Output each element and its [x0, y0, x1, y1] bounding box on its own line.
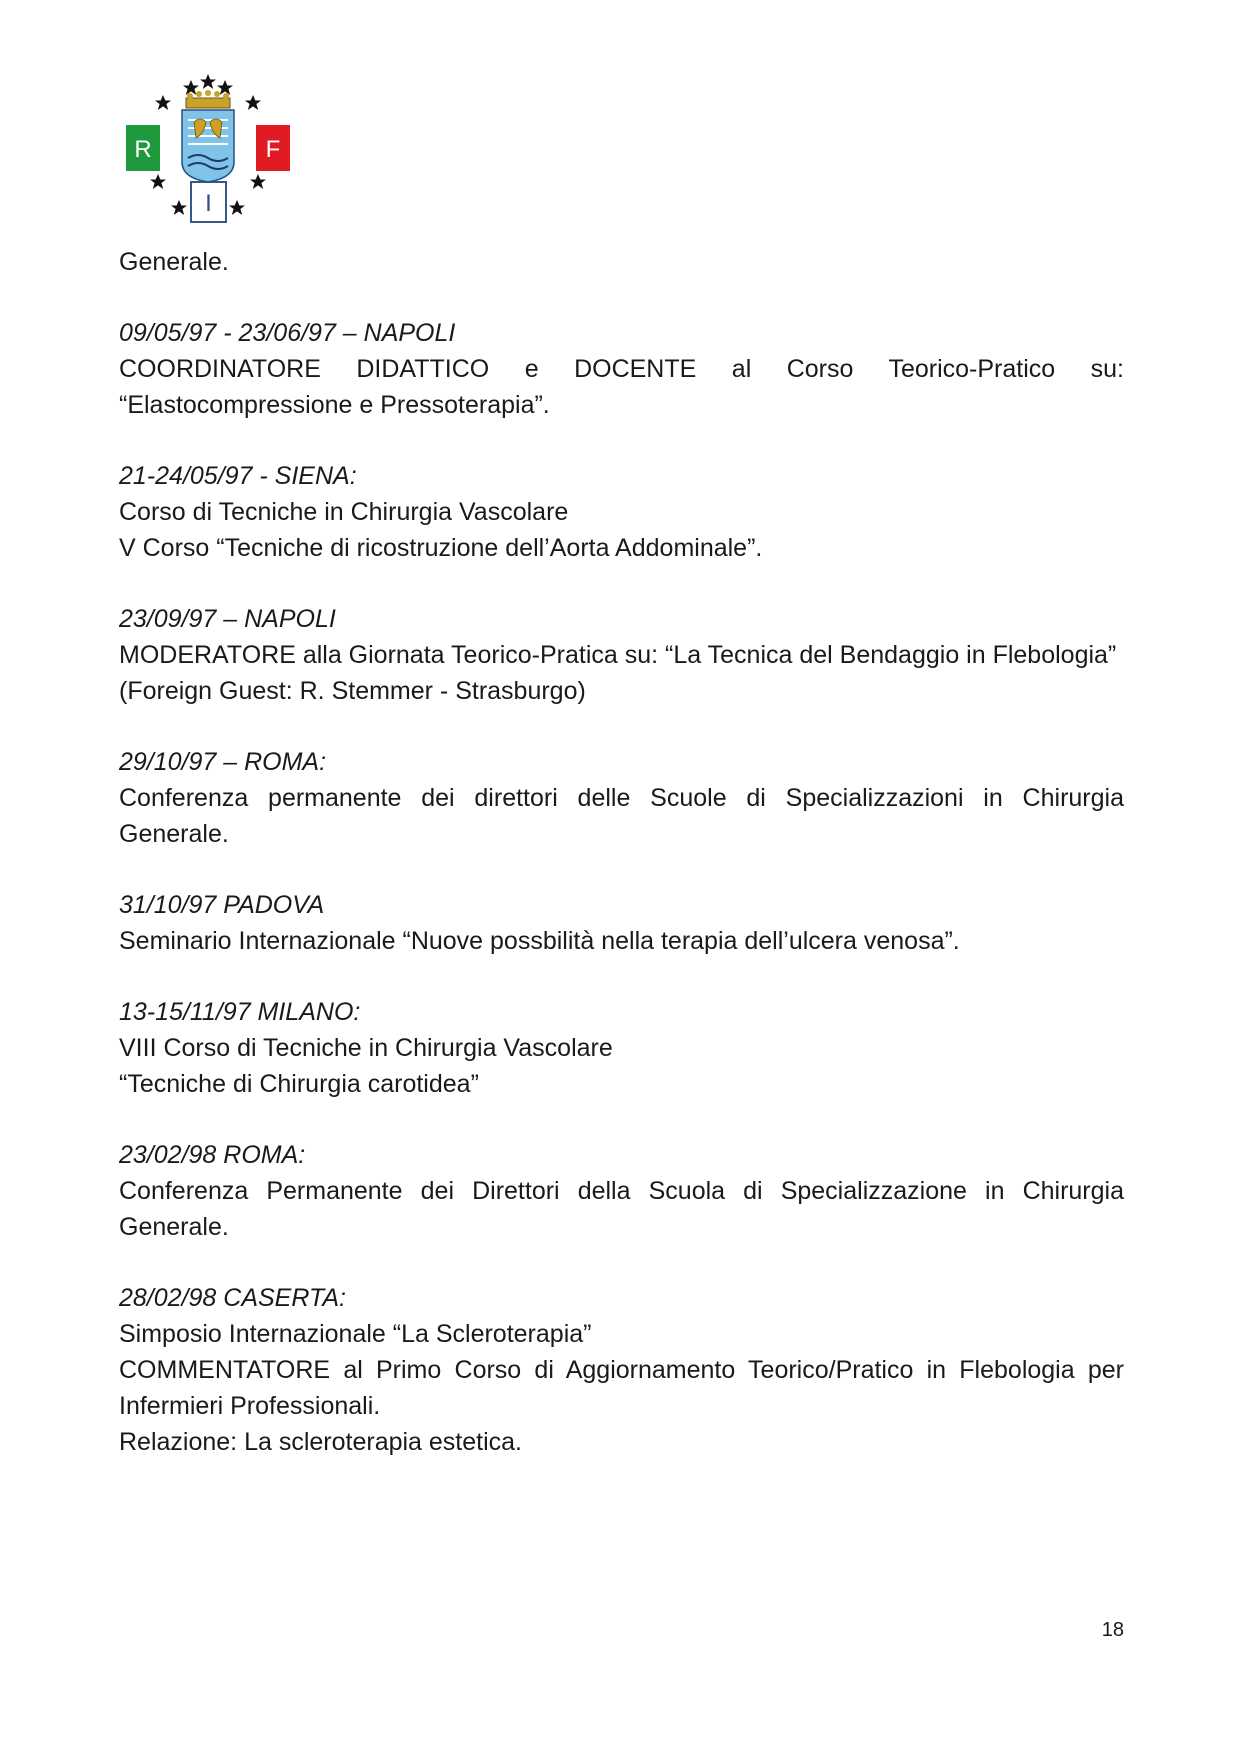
- entry-date: 23/09/97 – NAPOLI: [119, 605, 336, 633]
- continuation-text: Generale.: [119, 248, 229, 276]
- entry-text: Simposio Internazionale “La Scleroterapia”: [119, 1320, 592, 1348]
- entry-text: COMMENTATORE al Primo Corso di Aggiornamento Teorico/Pratico in Flebologia per Infermieri Professionali.: [119, 1356, 1124, 1420]
- entry-date: 23/02/98 ROMA:: [119, 1141, 306, 1169]
- entry-text: (Foreign Guest: R. Stemmer - Strasburgo): [119, 677, 586, 705]
- svg-text:F: F: [265, 136, 281, 163]
- logo-i-square: [191, 182, 226, 222]
- entry-7: [119, 1137, 1124, 1245]
- entry-date: 13-15/11/97 MILANO:: [119, 998, 361, 1026]
- entry-date: 29/10/97 – ROMA:: [119, 748, 327, 776]
- entry-text: Conferenza permanente dei direttori delle Scuole di Specializzazioni in Chirurgia Generale.: [119, 784, 1124, 848]
- crown-icon: [186, 90, 230, 108]
- rfi-logo: [118, 70, 308, 240]
- entry-1: [119, 315, 1124, 423]
- entry-text: Conferenza Permanente dei Direttori della Scuola di Specializzazione in Chirurgia Generale.: [119, 1177, 1124, 1241]
- entry-date: 21-24/05/97 - SIENA:: [119, 462, 357, 490]
- coat-of-arms-shield-icon: [182, 110, 234, 182]
- entry-8: [119, 1280, 1124, 1460]
- entry-4: [119, 744, 1124, 852]
- logo-r-square: [126, 125, 160, 171]
- entry-text: COORDINATORE DIDATTICO e DOCENTE al Corso Teorico-Pratico su: “Elastocompressione e Pressoterapia”.: [119, 355, 1124, 419]
- svg-text:I: I: [205, 190, 212, 217]
- page-number: 18: [1101, 1619, 1124, 1641]
- entry-text: Relazione: La scleroterapia estetica.: [119, 1428, 523, 1456]
- entry-3: [119, 601, 1124, 709]
- entry-text: “Tecniche di Chirurgia carotidea”: [119, 1070, 479, 1098]
- entry-text: Seminario Internazionale “Nuove possbilità nella terapia dell’ulcera venosa”.: [119, 927, 960, 955]
- entry-date: 09/05/97 - 23/06/97 – NAPOLI: [119, 319, 456, 347]
- logo-f-square: [256, 125, 290, 171]
- entry-text: VIII Corso di Tecniche in Chirurgia Vascolare: [119, 1034, 613, 1062]
- svg-text:R: R: [134, 136, 152, 163]
- document-body: [119, 244, 1124, 1460]
- entry-text: Corso di Tecniche in Chirurgia Vascolare: [119, 498, 569, 526]
- entry-5: [119, 887, 1124, 959]
- entry-2: [119, 458, 1124, 566]
- entry-date: 31/10/97 PADOVA: [119, 891, 325, 919]
- entry-text: V Corso “Tecniche di ricostruzione dell’Aorta Addominale”.: [119, 534, 763, 562]
- entry-text: MODERATORE alla Giornata Teorico-Pratica su: “La Tecnica del Bendaggio in Flebologia”: [119, 641, 1117, 669]
- entry-6: [119, 994, 1124, 1102]
- entry-date: 28/02/98 CASERTA:: [119, 1284, 346, 1312]
